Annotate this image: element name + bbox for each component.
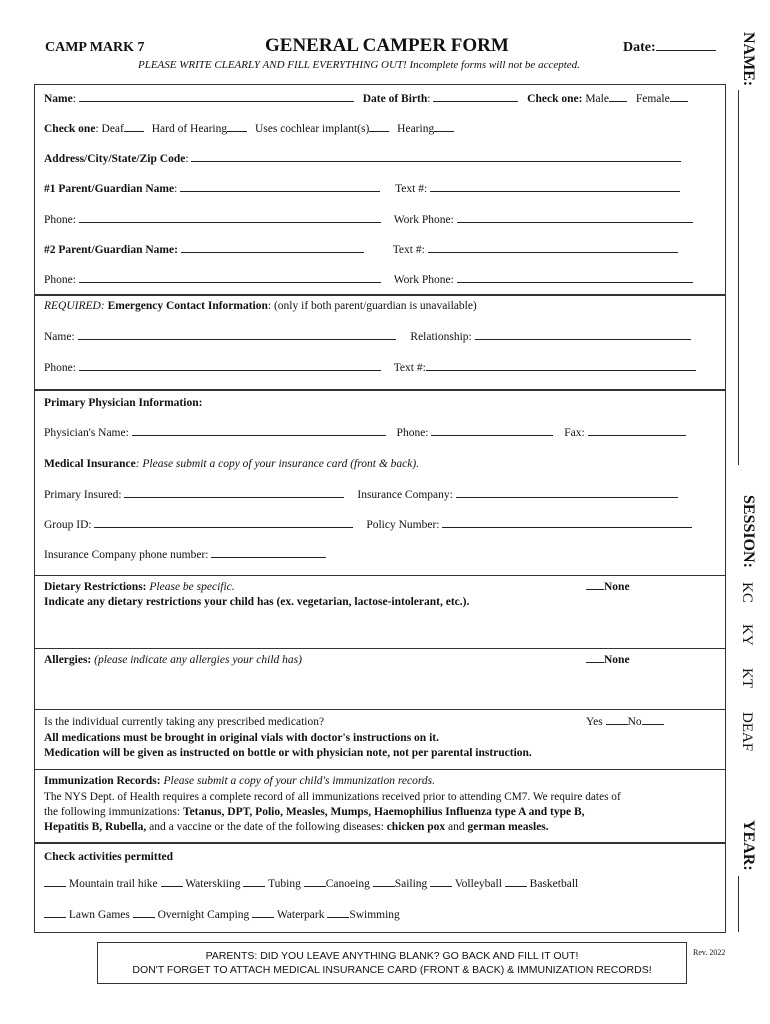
revision: Rev. 2022	[693, 948, 726, 957]
activities-title: Check activities permitted	[44, 851, 174, 863]
emergency-name-row: Name: Relationship:	[44, 331, 691, 343]
emergency-relationship-field[interactable]	[475, 339, 691, 340]
immunization-line-1: The NYS Dept. of Health requires a complete record of all immunizations received prior to attending CM7. We require dates of	[44, 791, 621, 803]
parent1-text-field[interactable]	[430, 191, 680, 192]
medication-yes-no: Yes No	[586, 716, 664, 728]
instructions: PLEASE WRITE CLEARLY AND FILL EVERYTHING OUT! Incomplete forms will not be accepted.	[138, 59, 580, 71]
activity-sailing[interactable]: Sailing	[373, 878, 428, 890]
insurance-company-phone-field[interactable]	[211, 557, 326, 558]
physician-phone-field[interactable]	[431, 435, 553, 436]
form-title: GENERAL CAMPER FORM	[265, 35, 509, 56]
activity-volleyball[interactable]: Volleyball	[430, 878, 502, 890]
insured-row: Primary Insured: Insurance Company:	[44, 489, 678, 501]
activity-swimming[interactable]: Swimming	[327, 909, 399, 921]
activity-mountain-trail-hike[interactable]: Mountain trail hike	[44, 878, 158, 890]
name-row: Name: Date of Birth: Check one: Male Female	[44, 93, 688, 105]
camper-name-field[interactable]	[79, 101, 354, 102]
parent1-row: #1 Parent/Guardian Name: Text #:	[44, 183, 680, 195]
address-row: Address/City/State/Zip Code:	[44, 153, 681, 165]
activity-tubing[interactable]: Tubing	[243, 878, 301, 890]
dietary-title: Dietary Restrictions: Please be specific.	[44, 581, 235, 593]
sidebar-year-line[interactable]	[738, 876, 739, 932]
ci-check[interactable]	[369, 131, 389, 132]
sidebar-session-kc[interactable]: KC	[739, 582, 755, 603]
physician-row: Physician's Name: Phone: Fax:	[44, 427, 686, 439]
medication-instruction-1: All medications must be brought in original vials with doctor's instructions on it.	[44, 732, 439, 744]
physician-name-field[interactable]	[132, 435, 386, 436]
insurance-company-field[interactable]	[456, 497, 678, 498]
medication-yes-field[interactable]	[606, 724, 628, 725]
sidebar-session-label: SESSION:	[740, 495, 757, 568]
deaf-check[interactable]	[124, 131, 144, 132]
activity-waterskiing[interactable]: Waterskiing	[161, 878, 241, 890]
medication-instruction-2: Medication will be given as instructed on bottle or with physician note, not per parental instruction.	[44, 747, 532, 759]
footer-reminder	[97, 942, 687, 984]
immunization-line-3: Hepatitis B, Rubella, and a vaccine or the date of the following diseases: chicken pox and german measles.	[44, 821, 549, 833]
sidebar-session-kt[interactable]: KT	[739, 668, 755, 688]
female-check[interactable]	[670, 101, 688, 102]
emergency-text-field[interactable]	[426, 370, 696, 371]
footer-line-2: DON'T FORGET TO ATTACH MEDICAL INSURANCE CARD (FRONT & BACK) & IMMUNIZATION RECORDS!	[132, 964, 652, 976]
footer-line-1: PARENTS: DID YOU LEAVE ANYTHING BLANK? GO BACK AND FILL IT OUT!	[205, 950, 579, 962]
sidebar-name-label: NAME:	[740, 32, 757, 87]
sidebar-session-ky[interactable]: KY	[739, 624, 755, 646]
dietary-instruction: Indicate any dietary restrictions your child has (ex. vegetarian, lactose-intolerant, etc.).	[44, 596, 470, 608]
emergency-phone-row: Phone: Text #:	[44, 362, 696, 374]
parent2-work-phone-field[interactable]	[457, 282, 693, 283]
activity-canoeing[interactable]: Canoeing	[304, 878, 370, 890]
activity-lawn-games[interactable]: Lawn Games	[44, 909, 130, 921]
activity-waterpark[interactable]: Waterpark	[252, 909, 324, 921]
hearing-row: Check one: Deaf Hard of Hearing Uses cochlear implant(s) Hearing	[44, 123, 454, 135]
activity-overnight-camping[interactable]: Overnight Camping	[133, 909, 250, 921]
dietary-none[interactable]: None	[586, 581, 630, 593]
parent2-row: #2 Parent/Guardian Name: Text #:	[44, 244, 678, 256]
parent2-name-field[interactable]	[181, 252, 364, 253]
emergency-phone-field[interactable]	[79, 370, 381, 371]
hearing-check[interactable]	[434, 131, 454, 132]
group-id-field[interactable]	[94, 527, 353, 528]
emergency-name-field[interactable]	[78, 339, 396, 340]
sidebar-name-line[interactable]	[738, 90, 739, 465]
medication-no-field[interactable]	[642, 724, 664, 725]
sidebar-session-deaf[interactable]: DEAF	[739, 712, 755, 752]
address-field[interactable]	[191, 161, 681, 162]
parent2-phone-row: Phone: Work Phone:	[44, 274, 693, 286]
activity-basketball[interactable]: Basketball	[505, 878, 578, 890]
emergency-title: REQUIRED: Emergency Contact Information: (only if both parent/guardian is unavailable)	[44, 300, 477, 312]
parent1-phone-field[interactable]	[79, 222, 381, 223]
policy-number-field[interactable]	[442, 527, 692, 528]
date-field[interactable]	[656, 50, 716, 51]
allergies-none[interactable]: None	[586, 654, 630, 666]
camp-name: CAMP MARK 7	[45, 40, 145, 55]
insurance-title: Medical Insurance: Please submit a copy of your insurance card (front & back).	[44, 458, 420, 470]
immunization-line-2: the following immunizations: Tetanus, DPT, Polio, Measles, Mumps, Haemophilius Influenza type A and type B,	[44, 806, 585, 818]
male-check[interactable]	[609, 101, 627, 102]
hoh-check[interactable]	[227, 131, 247, 132]
date-label: Date:	[623, 40, 716, 56]
parent1-work-phone-field[interactable]	[457, 222, 693, 223]
group-row: Group ID: Policy Number:	[44, 519, 692, 531]
medication-question: Is the individual currently taking any prescribed medication?	[44, 716, 325, 728]
parent2-text-field[interactable]	[428, 252, 678, 253]
sidebar-year-label: YEAR:	[740, 820, 757, 871]
immunization-title: Immunization Records: Please submit a copy of your child's immunization records.	[44, 775, 435, 787]
activities-row-1	[44, 878, 578, 890]
dob-field[interactable]	[433, 101, 518, 102]
physician-title: Primary Physician Information:	[44, 397, 203, 409]
activities-row-2	[44, 909, 400, 921]
parent1-phone-row: Phone: Work Phone:	[44, 214, 693, 226]
parent2-phone-field[interactable]	[79, 282, 381, 283]
allergies-title: Allergies: (please indicate any allergies your child has)	[44, 654, 302, 666]
parent1-name-field[interactable]	[180, 191, 380, 192]
company-phone-row: Insurance Company phone number:	[44, 549, 326, 561]
physician-fax-field[interactable]	[588, 435, 686, 436]
primary-insured-field[interactable]	[124, 497, 344, 498]
